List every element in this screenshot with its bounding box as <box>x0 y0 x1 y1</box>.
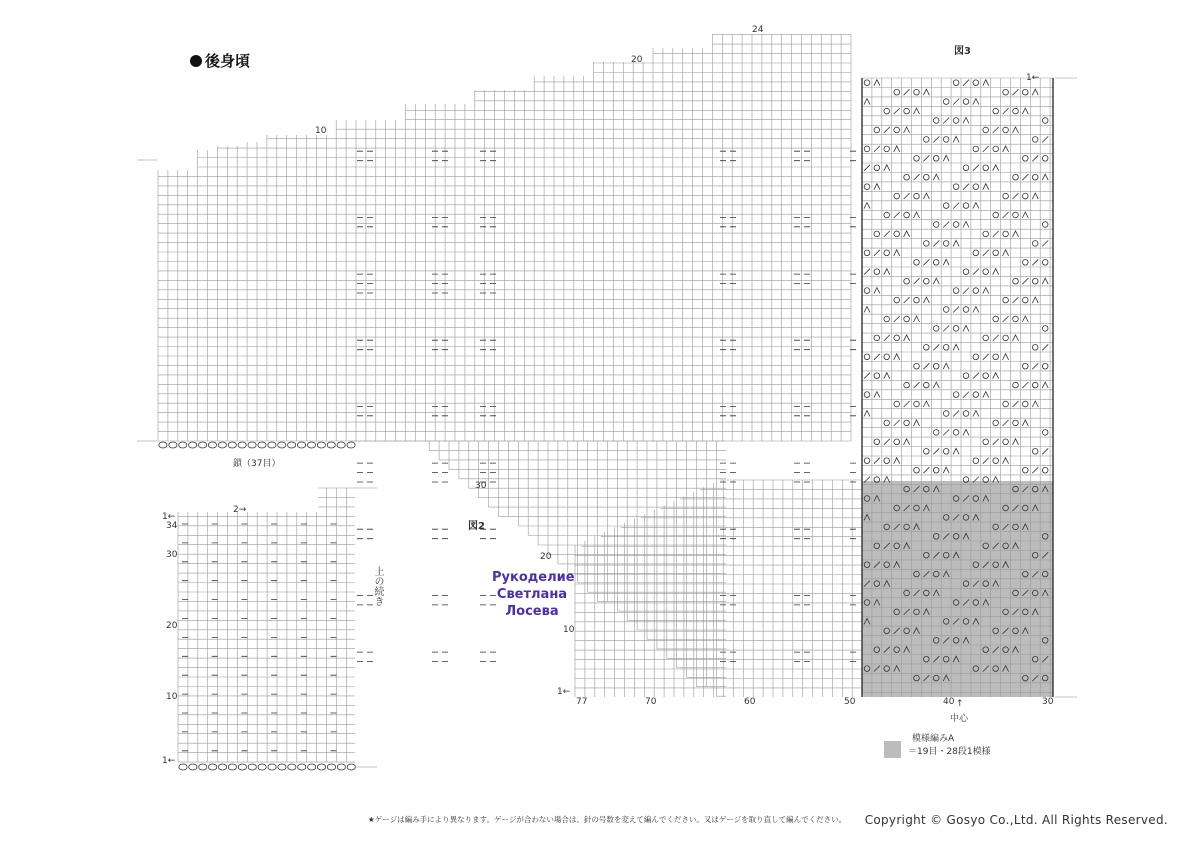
small-chart-grid <box>178 488 355 762</box>
small-arrow-marker: 2→ <box>233 505 247 515</box>
column-60: 60 <box>744 697 756 707</box>
fig2-row-start: 1← <box>557 687 571 697</box>
column-50: 50 <box>844 697 856 707</box>
figure-3-label: 図3 <box>954 46 971 57</box>
small-row-30: 30 <box>166 550 178 560</box>
fig2-row-10: 10 <box>563 625 575 635</box>
title-text: 後身頃 <box>205 52 251 70</box>
column-77: 77 <box>576 697 588 707</box>
row-number-10: 10 <box>315 126 327 136</box>
bullet-icon <box>190 55 202 67</box>
fig2-row-20: 20 <box>540 552 552 562</box>
small-row-start: 1← <box>162 756 176 766</box>
small-row-10: 10 <box>166 692 178 702</box>
watermark-line-1: Рукоделие <box>492 570 575 585</box>
fig3-row-start: 1← <box>1026 73 1040 83</box>
main-back-grid <box>158 34 851 441</box>
copyright: Copyright © Gosyo Co.,Ltd. All Rights Reserved. <box>864 813 1168 827</box>
fig2-row-30: 30 <box>475 481 487 491</box>
column-30: 30 <box>1042 697 1054 707</box>
small-top-marker: 1← <box>162 512 176 522</box>
main-chain-row <box>159 442 355 448</box>
row-number-20: 20 <box>631 55 643 65</box>
legend-name: 模様編みA <box>912 734 955 744</box>
column-40: 40 <box>943 697 955 707</box>
legend-swatch <box>884 741 901 758</box>
row-number-24: 24 <box>752 25 764 35</box>
gauge-note: ★ゲージは編み手により異なります。ゲージが合わない場合は、針の号数を変えて編んでください。又はゲージを取り直して編んでください。 <box>368 815 847 824</box>
legend-desc: ＝19目・28段1模様 <box>908 747 991 757</box>
chain-label: 鎖（37目） <box>233 459 281 469</box>
small-row-34: 34 <box>166 521 178 531</box>
center-arrow-icon: ↑ <box>956 699 964 709</box>
small-chain-row <box>179 764 355 770</box>
purl-dash-symbols <box>182 151 856 751</box>
center-label: 中心 <box>950 714 969 724</box>
pattern-a-shaded-repeat <box>862 481 1053 697</box>
watermark-line-3: Лосева <box>505 604 559 619</box>
continued-label: 上の続き <box>372 566 383 606</box>
figure-2-label: 図2 <box>468 521 485 532</box>
watermark <box>492 569 575 620</box>
fig2-body-grid <box>575 480 862 697</box>
page-title <box>190 50 250 71</box>
watermark-line-2: Светлана <box>496 587 568 602</box>
small-row-20: 20 <box>166 621 178 631</box>
column-70: 70 <box>645 697 657 707</box>
